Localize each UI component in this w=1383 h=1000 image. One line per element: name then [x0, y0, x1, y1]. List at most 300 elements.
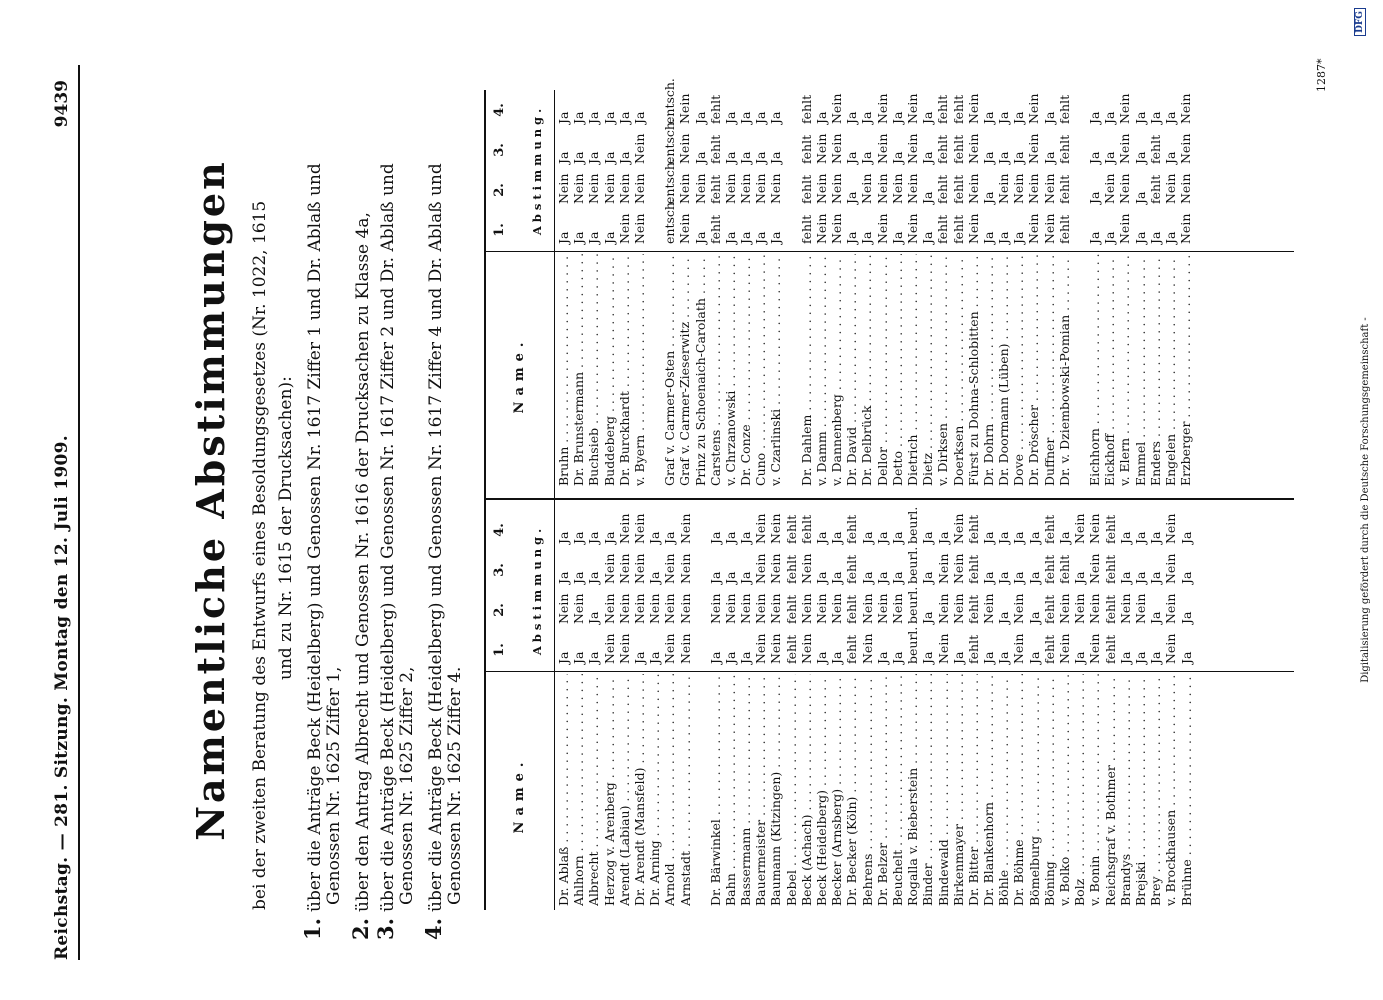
vote-cell-1: Nein	[829, 213, 844, 244]
vote-cell-2: Nein	[829, 173, 844, 204]
vote-cell-1: fehlt	[844, 634, 860, 664]
vote-cell-1: Ja	[586, 231, 602, 244]
vote-cell-1: Ja	[1072, 651, 1088, 664]
vote-cell-3: Ja	[1072, 571, 1088, 584]
vote-cell-3: Ja	[996, 151, 1012, 164]
member-name: Arnstadt . . .	[678, 674, 693, 906]
vote-cell-4: fehlt	[798, 514, 814, 544]
table-row	[951, 90, 966, 490]
table-row	[1072, 510, 1087, 910]
vote-cell-1: fehlt	[1041, 634, 1057, 664]
vote-table-left	[486, 506, 1194, 910]
table-row	[890, 510, 905, 910]
item-continuation: Genossen Nr. 1625 Ziffer 2,	[397, 666, 417, 905]
vote-cell-4: Nein	[768, 513, 784, 544]
vote-cell-2: fehlt	[1041, 594, 1057, 624]
vote-cell-1: Ja	[738, 651, 754, 664]
vote-cell-4: Ja	[616, 111, 632, 124]
member-name: Herzog v. Arenberg . . .	[602, 674, 617, 906]
table-row	[1011, 510, 1026, 910]
vote-cell-3: Nein	[1117, 133, 1133, 164]
vote-cell-4: Ja	[829, 531, 845, 544]
table-body	[556, 78, 1194, 490]
vote-cell-2: Nein	[814, 593, 829, 624]
vote-cell-3: Ja	[996, 571, 1012, 584]
vote-cell-1: Ja	[981, 651, 997, 664]
vote-cell-2: Nein	[753, 593, 769, 624]
member-name: Dr. Arning . . .	[647, 674, 662, 906]
vote-cell-2: Nein	[1072, 593, 1088, 624]
vote-cell-4: Ja	[1102, 111, 1118, 124]
vote-cell-3: Ja	[920, 151, 936, 164]
member-name: v. Byern . . .	[632, 254, 647, 486]
vote-cell-2: fehlt	[798, 174, 814, 204]
vote-cell-2: Nein	[950, 593, 966, 624]
table-row	[708, 510, 723, 910]
vote-cell-2: Nein	[1117, 173, 1133, 204]
vote-cell-2: Nein	[965, 173, 981, 204]
vote-cell-4: Ja	[980, 111, 996, 124]
dfg-logo: DFG	[1354, 8, 1366, 36]
vote-cell-4: beurl.	[905, 506, 921, 544]
vote-cell-4: Ja	[813, 111, 829, 124]
vote-cell-3: Ja	[980, 151, 996, 164]
vote-cell-3: Ja	[1026, 571, 1042, 584]
vote-cell-2: Nein	[556, 173, 571, 204]
vote-cell-4: Ja	[874, 531, 890, 544]
vote-cell-1: Ja	[1132, 651, 1148, 664]
member-name: Bolz . . .	[1072, 674, 1087, 906]
table-row	[1057, 510, 1072, 910]
member-name: Behrens . . .	[860, 674, 875, 906]
vote-cell-4: Ja	[889, 111, 905, 124]
member-name: Dr. Blankenhorn . . .	[981, 674, 996, 906]
table-row	[1117, 90, 1132, 490]
member-name: Dietz . . .	[920, 254, 935, 486]
vote-cell-2: Nein	[874, 593, 890, 624]
vote-cell-4: Ja	[753, 111, 769, 124]
table-row	[678, 510, 693, 910]
member-name: Dr. Ablaß . . .	[556, 674, 571, 906]
vote-cell-3: Ja	[601, 151, 617, 164]
vote-cell-1: Ja	[859, 231, 875, 244]
table-row	[859, 90, 874, 490]
vote-cell-2: Nein	[738, 593, 754, 624]
vote-cell-1: Ja	[1148, 651, 1164, 664]
vote-cell-4: fehlt	[798, 94, 814, 124]
vote-cell-1: Nein	[677, 213, 693, 244]
vote-cell-2: Nein	[996, 173, 1012, 204]
vote-cell-2: Nein	[1163, 593, 1179, 624]
vote-item-2	[348, 212, 373, 940]
vote-cell-4: Ja	[935, 531, 951, 544]
vote-cell-1: Ja	[920, 231, 936, 244]
vote-cell-2: Ja	[996, 611, 1012, 624]
table-row	[1087, 90, 1102, 490]
vote-cell-3: fehlt	[1147, 134, 1163, 164]
vote-cell-4: Ja	[571, 111, 587, 124]
vote-cell-4: fehlt	[783, 514, 799, 544]
vote-cell-4: Ja	[738, 111, 754, 124]
member-name: Bindewald . . .	[936, 674, 951, 906]
vote-cell-4: Ja	[1132, 111, 1148, 124]
vote-cell-3: fehlt	[935, 134, 951, 164]
vote-cell-2: Nein	[829, 593, 845, 624]
vote-column-header-4: 4.	[492, 103, 507, 117]
table-row	[617, 90, 632, 490]
table-row	[571, 510, 586, 910]
table-row	[951, 510, 966, 910]
signature-marker: 1287*	[1315, 58, 1328, 92]
vote-cell-2: Ja	[1087, 191, 1102, 204]
vote-cell-2: Ja	[586, 611, 602, 624]
table-row	[1179, 510, 1194, 910]
vote-cell-2: Nein	[874, 173, 890, 204]
intro-line-1: bei der zweiten Beratung des Entwurfs eines Besoldungsgesetzes (Nr. 1022, 1615	[250, 200, 270, 910]
vote-cell-4: Nein	[616, 513, 632, 544]
vote-cell-2: Ja	[844, 191, 860, 204]
vote-cell-2: Ja	[980, 191, 996, 204]
vote-cell-3: Ja	[1087, 151, 1102, 164]
vote-cell-4: Ja	[586, 531, 602, 544]
vote-cell-4: Ja	[1178, 531, 1194, 544]
vote-cell-4: Ja	[662, 531, 678, 544]
table-row	[905, 90, 920, 490]
item-text: über die Anträge Beck (Heidelberg) und Genossen Nr. 1617 Ziffer 2 und Dr. Ablaß und	[378, 163, 398, 912]
vote-cell-2: Nein	[1132, 593, 1148, 624]
table-row	[890, 90, 905, 490]
item-number: 3.	[373, 918, 398, 940]
vote-cell-2: Nein	[601, 593, 617, 624]
member-name: Doerksen . . .	[951, 254, 966, 486]
vote-cell-4: Nein	[1026, 93, 1042, 124]
table-row	[1042, 510, 1057, 910]
vote-cell-4: Ja	[1087, 111, 1102, 124]
vote-cell-1: Ja	[768, 231, 784, 244]
vote-cell-4: Nein	[950, 513, 966, 544]
vote-cell-2: Nein	[889, 593, 905, 624]
vote-cell-3: Ja	[889, 571, 905, 584]
vote-cell-1: Ja	[814, 651, 829, 664]
table-row	[1133, 510, 1148, 910]
vote-cell-3: Ja	[981, 571, 997, 584]
vote-column-header-1: 1.	[492, 223, 507, 237]
running-header: Reichstag. — 281. Sitzung. Montag den 12. Juli 1909.	[52, 435, 72, 960]
vote-cell-1: Ja	[1162, 231, 1178, 244]
table-row	[920, 90, 935, 490]
member-name: Dr. Belzer . . .	[875, 674, 890, 906]
table-row	[632, 510, 647, 910]
vote-cell-3: Ja	[556, 571, 571, 584]
member-name: Becker (Arnsberg) . . .	[829, 674, 844, 906]
vote-cell-2: Nein	[616, 593, 632, 624]
table-row	[966, 510, 981, 910]
vote-cell-3: Nein	[1163, 553, 1179, 584]
vote-cell-2: Nein	[753, 173, 769, 204]
vote-cell-4: Nein	[1178, 93, 1194, 124]
vote-item-4	[421, 163, 465, 940]
vote-cell-3: Ja	[1178, 571, 1194, 584]
vote-item-3	[373, 163, 417, 940]
table-row	[1163, 510, 1178, 910]
vote-cell-3: Nein	[1026, 133, 1042, 164]
vote-cell-2: Nein	[768, 173, 784, 204]
vote-cell-2: fehlt	[783, 594, 799, 624]
table-row	[1118, 510, 1133, 910]
vote-cell-4: Ja	[768, 111, 784, 124]
vote-cell-3: Ja	[920, 571, 936, 584]
vote-cell-1: Nein	[1026, 213, 1042, 244]
vote-cell-2: Nein	[981, 593, 997, 624]
member-name: Dr. Bärwinkel . . .	[708, 674, 723, 906]
vote-cell-2: Nein	[707, 593, 723, 624]
vote-cell-1: Ja	[586, 651, 602, 664]
vote-cell-3: Nein	[677, 553, 693, 584]
vote-cell-1: Ja	[722, 231, 738, 244]
vote-cell-3: Nein	[631, 133, 647, 164]
table-row	[677, 90, 692, 490]
vote-cell-4: fehlt	[950, 94, 966, 124]
member-name: Albrecht . . .	[586, 674, 601, 906]
vote-cell-2: Nein	[662, 593, 678, 624]
vote-cell-3: Nein	[829, 133, 844, 164]
table-row	[981, 510, 996, 910]
member-name: Fürst zu Dohna-Schlobitten . . .	[966, 254, 981, 486]
vote-cell-4: Ja	[556, 111, 571, 124]
vote-column-header-3: 3.	[492, 143, 507, 157]
vote-cell-4: Ja	[571, 531, 587, 544]
vote-cell-3: fehlt	[1056, 134, 1072, 164]
vote-cell-2: Nein	[631, 173, 647, 204]
vote-cell-3: Ja	[814, 571, 829, 584]
vote-cell-3: Nein	[965, 133, 981, 164]
vote-cell-4: Ja	[1011, 531, 1027, 544]
vote-cell-2: Nein	[586, 173, 602, 204]
vote-cell-4: Nein	[677, 93, 693, 124]
member-name: Carstens . . .	[708, 254, 723, 486]
vote-cell-1: Ja	[1087, 231, 1102, 244]
vote-cell-1: Ja	[996, 231, 1012, 244]
member-name: Cuno . . .	[753, 254, 768, 486]
item-text: über die Anträge Beck (Heidelberg) und Genossen Nr. 1617 Ziffer 1 und Dr. Ablaß und	[305, 163, 325, 912]
vote-cell-4: Ja	[556, 531, 571, 544]
vote-cell-2: Nein	[722, 173, 738, 204]
vote-cell-1: Ja	[753, 231, 769, 244]
vote-cell-2: Nein	[859, 173, 875, 204]
table-row	[556, 90, 571, 490]
member-name: v. Bolko . . .	[1057, 674, 1072, 906]
table-row	[662, 510, 677, 910]
table-row	[799, 90, 814, 490]
vote-cell-1: Nein	[1087, 633, 1103, 664]
vote-cell-4: Ja	[586, 111, 602, 124]
member-name: Buchsieb . . .	[586, 254, 601, 486]
member-name: Dr. Burckhardt . . .	[617, 254, 632, 486]
member-name: Erzberger . . .	[1178, 254, 1193, 486]
vote-cell-2: Nein	[768, 593, 784, 624]
vote-cell-1: Ja	[601, 231, 617, 244]
member-name: Birkenmayer . . .	[951, 674, 966, 906]
vote-cell-2: fehlt	[935, 174, 951, 204]
member-name: Arnold . . .	[662, 674, 677, 906]
table-header	[486, 90, 556, 490]
member-name: Dr. v. Dziembowski-Pomian . . .	[1057, 254, 1072, 486]
vote-cell-2: Nein	[631, 593, 647, 624]
member-name: Eickhoff . . .	[1102, 254, 1117, 486]
vote-cell-1: Ja	[556, 231, 571, 244]
vote-column-header-2: 2.	[492, 183, 507, 197]
member-name: Dr. Böhme . . .	[1011, 674, 1026, 906]
vote-cell-2: Nein	[1178, 173, 1194, 204]
intro-line-2: und zu Nr. 1615 der Drucksachen):	[276, 376, 296, 680]
member-name: Brühne . . .	[1179, 674, 1194, 906]
item-text: über die Anträge Beck (Heidelberg) und Genossen Nr. 1617 Ziffer 4 und Dr. Ablaß und	[426, 163, 446, 912]
vote-cell-2: Nein	[889, 173, 905, 204]
member-name: Bruhn . . .	[556, 254, 571, 486]
vote-cell-3: Ja	[1011, 151, 1027, 164]
vote-cell-3: Nein	[935, 553, 951, 584]
vote-cell-1: Ja	[571, 231, 587, 244]
vote-cell-4: Ja	[996, 111, 1012, 124]
vote-cell-4: Ja	[1117, 531, 1133, 544]
vote-cell-1: Nein	[631, 213, 647, 244]
table-row	[784, 510, 799, 910]
table-top-rule	[484, 90, 486, 910]
vote-cell-4: Ja	[981, 531, 997, 544]
vote-cell-1: fehlt	[950, 214, 966, 244]
vote-cell-3: Nein	[798, 553, 814, 584]
vote-cell-1: Ja	[647, 651, 663, 664]
vote-cell-1: fehlt	[1102, 634, 1118, 664]
member-name: Emmel . . .	[1133, 254, 1148, 486]
vote-cell-2: fehlt	[1102, 594, 1118, 624]
vote-cell-4: Ja	[920, 531, 936, 544]
item-number: 1.	[300, 918, 325, 940]
vote-cell-4: fehlt	[707, 94, 723, 124]
member-name: Dr. Delbrück . . .	[859, 254, 874, 486]
vote-cell-3: Ja	[1011, 571, 1027, 584]
vote-cell-4: fehlt	[965, 514, 981, 544]
table-body	[556, 506, 1194, 910]
vote-cell-3: Ja	[1117, 571, 1133, 584]
member-name: v. Dirksen . . .	[935, 254, 950, 486]
vote-cell-3: Ja	[844, 151, 860, 164]
member-name: v. Brockhausen . . .	[1163, 674, 1178, 906]
vote-cell-4: Ja	[647, 531, 663, 544]
vote-cell-1: Ja	[889, 651, 905, 664]
vote-column-divider	[484, 251, 1294, 252]
vote-cell-2: fehlt	[1056, 174, 1072, 204]
table-row	[905, 506, 921, 910]
vote-cell-3: Ja	[753, 151, 769, 164]
vote-cell-4: Ja	[814, 531, 829, 544]
vote-cell-1: Nein	[601, 633, 617, 664]
table-row	[996, 90, 1011, 490]
header-rule	[78, 65, 80, 960]
member-name: Dr. Dahlem . . .	[799, 254, 814, 486]
member-name: Dr. Bitter . . .	[966, 674, 981, 906]
table-row	[647, 510, 662, 910]
member-name: Brandys . . .	[1118, 674, 1133, 906]
vote-cell-1: Ja	[631, 651, 647, 664]
vote-cell-2: Nein	[1117, 593, 1133, 624]
vote-cell-4: Ja	[920, 111, 936, 124]
vote-cell-4: fehlt	[1056, 94, 1072, 124]
vote-cell-2: Nein	[647, 593, 663, 624]
table-row	[738, 510, 753, 910]
vote-cell-3: Ja	[738, 151, 754, 164]
vote-cell-1: fehlt	[707, 214, 723, 244]
vote-item-1	[300, 163, 344, 940]
vote-cell-4: Ja	[601, 111, 617, 124]
vote-cell-2: Nein	[601, 173, 617, 204]
table-row	[602, 90, 617, 490]
vote-cell-4: fehlt	[1041, 514, 1057, 544]
vote-cell-4: entsch.	[662, 78, 678, 124]
vote-cell-3: Nein	[631, 553, 647, 584]
table-row	[693, 90, 708, 490]
vote-cell-1: Ja	[996, 651, 1012, 664]
vote-cell-2: Nein	[813, 173, 829, 204]
vote-cell-1: fehlt	[935, 214, 951, 244]
vote-cell-2: Nein	[677, 173, 693, 204]
vote-cell-2: Ja	[1132, 191, 1148, 204]
member-name: Dr. Arendt (Mansfeld) . . .	[632, 674, 647, 906]
vote-column-header-3: 3.	[492, 563, 507, 577]
table-row	[875, 90, 890, 490]
table-row	[617, 510, 632, 910]
table-row	[844, 510, 859, 910]
vote-cell-2: fehlt	[844, 594, 860, 624]
table-row	[920, 510, 935, 910]
vote-cell-3: Ja	[859, 151, 875, 164]
vote-column-header-2: 2.	[492, 603, 507, 617]
member-name: Bömelburg . . .	[1027, 674, 1042, 906]
vote-cell-3: fehlt	[965, 554, 981, 584]
table-row	[1042, 90, 1057, 490]
table-row	[875, 510, 890, 910]
table-row	[571, 90, 586, 490]
table-row	[814, 90, 829, 490]
member-name: Buddeberg . . .	[602, 254, 617, 486]
vote-cell-3: Nein	[662, 553, 678, 584]
vote-cell-4: Ja	[1132, 531, 1148, 544]
vote-column-header-1: 1.	[492, 643, 507, 657]
member-name: Dr. Becker (Köln) . . .	[844, 674, 859, 906]
table-row	[586, 510, 601, 910]
vote-cell-2: Nein	[722, 593, 738, 624]
vote-cell-3: fehlt	[783, 554, 799, 584]
member-name: Bebel . . .	[784, 674, 799, 906]
vote-cell-4: Nein	[904, 93, 920, 124]
vote-cell-3: Ja	[692, 151, 708, 164]
vote-cell-1: Nein	[616, 213, 632, 244]
table-row	[723, 90, 738, 490]
item-continuation: Genossen Nr. 1625 Ziffer 4.	[445, 666, 465, 905]
vote-cell-3: Ja	[647, 571, 663, 584]
vote-cell-4: Nein	[753, 513, 769, 544]
vote-cell-1: Nein	[753, 633, 769, 664]
member-name: Dr. Dröscher . . .	[1026, 254, 1041, 486]
member-name: Bassermann . . .	[738, 674, 753, 906]
vote-cell-4: fehlt	[935, 94, 951, 124]
vote-cell-3: Nein	[1178, 133, 1194, 164]
member-name: Dr. Doormann (Lüben) . . .	[996, 254, 1011, 486]
vote-cell-1: Nein	[1178, 213, 1194, 244]
item-text: über den Antrag Albrecht und Genossen Nr. 1616 der Drucksachen zu Klasse 4a,	[353, 212, 373, 912]
vote-cell-2: Nein	[616, 173, 632, 204]
vote-cell-2: Nein	[935, 593, 951, 624]
